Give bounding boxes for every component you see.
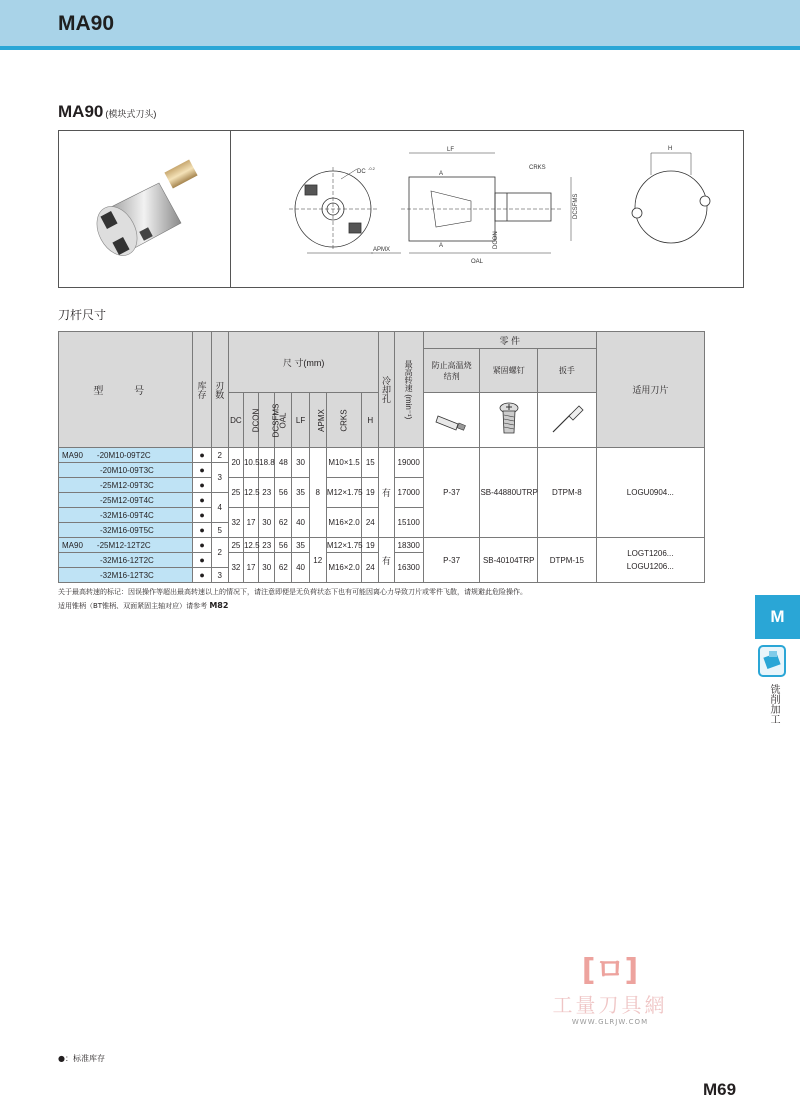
model-cell: -32M16-09T4C — [59, 508, 193, 523]
dim-label-dc: DC — [357, 169, 366, 175]
dcon-cell: 17 — [243, 508, 258, 538]
model-cell: -32M16-09T5C — [59, 523, 193, 538]
dc-cell: 25 — [228, 478, 243, 508]
h-cell: 15 — [362, 448, 379, 478]
flutes-cell: 3 — [211, 568, 228, 583]
flutes-cell: 5 — [211, 523, 228, 538]
model-cell: -25M12-09T3C — [59, 478, 193, 493]
part-compound-cell: P-37 — [423, 538, 480, 583]
model-cell: -25M12-09T4C — [59, 493, 193, 508]
part-screw-cell: SB-44880UTRP — [480, 448, 538, 538]
oal-cell: 48 — [275, 448, 292, 478]
header-coolant: 冷却孔 — [379, 332, 394, 448]
stock-dot: ● — [193, 538, 211, 553]
stock-dot: ● — [193, 493, 211, 508]
dcon-cell: 10.5 — [243, 448, 258, 478]
crks-cell: M10×1.5 — [326, 448, 361, 478]
header-flutes: 刃数 — [211, 332, 228, 448]
header-dcon: DCON — [243, 393, 258, 448]
header-lf: LF — [292, 393, 309, 448]
part-wrench-cell: DTPM-15 — [538, 538, 597, 583]
oal-cell: 62 — [275, 508, 292, 538]
front-view — [289, 167, 377, 253]
oal-cell: 62 — [275, 553, 292, 583]
oal-cell: 56 — [275, 538, 292, 553]
dim-label-crks: CRKS — [529, 165, 546, 171]
dim-label-a1: A — [439, 171, 444, 177]
flutes-cell: 2 — [211, 448, 228, 463]
stock-dot: ● — [193, 478, 211, 493]
subheading: 刀杆尺寸 — [58, 308, 107, 322]
dcsfms-cell: 23 — [259, 538, 275, 553]
h-cell: 24 — [362, 508, 379, 538]
header-part-screw: 紧固螺钉 — [480, 349, 538, 393]
watermark-url: WWW.GLRJW.COM — [571, 1018, 649, 1026]
dc-cell: 32 — [228, 553, 243, 583]
dcsfms-cell: 30 — [259, 553, 275, 583]
crks-cell: M12×1.75 — [326, 478, 361, 508]
compound-icon — [423, 393, 480, 448]
insert-cell: LOGU0904... — [596, 448, 704, 538]
header-band — [0, 0, 800, 50]
table-row — [59, 538, 705, 553]
section-view — [632, 153, 710, 243]
lf-cell: 35 — [292, 478, 309, 508]
header-dimensions: 尺 寸(mm) — [228, 332, 379, 393]
header-stock: 库存 — [193, 332, 211, 448]
h-cell: 19 — [362, 478, 379, 508]
header-dcsfms: DCSFMS — [259, 393, 275, 448]
note-max-speed: 关于最高转速的标记：因误操作等超出最高转速以上的情况下，请注意即便是无负荷状态下也有可能因离心力导致刀片或零件飞散，请规避此危险操作。 — [58, 588, 527, 596]
stock-dot: ● — [193, 553, 211, 568]
side-tab[interactable]: M — [755, 595, 800, 639]
header-max-speed: 最高转速 (min⁻¹) — [394, 332, 423, 448]
header-h: H — [362, 393, 379, 448]
stock-dot: ● — [193, 508, 211, 523]
oal-cell: 56 — [275, 478, 292, 508]
part-wrench-cell: DTPM-8 — [538, 448, 597, 538]
dc-cell: 32 — [228, 508, 243, 538]
lf-cell: 30 — [292, 448, 309, 478]
flutes-cell: 4 — [211, 493, 228, 523]
note-shank-ref: 适用锥柄（BT锥柄、双面紧固主轴对应）请参考 M82 — [58, 601, 229, 610]
legend: ●：标准库存 — [58, 1054, 105, 1063]
dim-label-oal: OAL — [471, 259, 484, 265]
spec-table — [58, 331, 705, 583]
header-model: 型 号 — [59, 332, 193, 448]
dcon-cell: 12.5 — [243, 478, 258, 508]
apmx-cell: 12 — [309, 538, 326, 583]
lf-cell: 40 — [292, 508, 309, 538]
coolant-cell: 有 — [379, 448, 394, 538]
dim-label-dc-tol: -0.2 — [368, 166, 375, 171]
wrench-icon — [538, 393, 597, 448]
apmx-cell: 8 — [309, 448, 326, 538]
insert-cell: LOGT1206... LOGU1206... — [596, 538, 704, 583]
part-screw-cell: SB-40104TRP — [480, 538, 538, 583]
dim-label-apmx: APMX — [373, 247, 391, 253]
speed-cell: 18300 — [394, 538, 423, 553]
technical-drawing — [231, 131, 743, 287]
model-cell: -32M16-12T2C — [59, 553, 193, 568]
dcsfms-cell: 18.8 — [259, 448, 275, 478]
h-cell: 24 — [362, 553, 379, 583]
section-subtitle: (模块式刀头) — [105, 109, 157, 119]
watermark-logo-icon: [ㅁ] — [581, 953, 639, 988]
product-photo — [59, 131, 230, 287]
stock-dot: ● — [193, 523, 211, 538]
screw-icon — [480, 393, 538, 448]
side-tab-label: 铣削加工 — [768, 684, 779, 724]
speed-cell: 15100 — [394, 508, 423, 538]
dcon-cell: 12.5 — [243, 538, 258, 553]
page-number: M69 — [703, 1080, 737, 1099]
crks-cell: M16×2.0 — [326, 508, 361, 538]
dcsfms-cell: 23 — [259, 478, 275, 508]
header-insert: 适用刀片 — [596, 332, 704, 448]
dcon-cell: 17 — [243, 553, 258, 583]
watermark — [540, 945, 680, 1026]
header-apmx: APMX — [309, 393, 326, 448]
model-cell: MA90 -25M12-12T2C — [59, 538, 193, 553]
lf-cell: 40 — [292, 553, 309, 583]
flutes-cell: 2 — [211, 538, 228, 568]
dim-label-dcon: DCON — [493, 231, 499, 249]
section-title — [58, 102, 156, 122]
notes — [58, 586, 527, 613]
stock-dot: ● — [193, 463, 211, 478]
dim-label-dcsfms: DCSFMS — [573, 193, 579, 219]
crks-cell: M12×1.75 — [326, 538, 361, 553]
page-reference[interactable]: M82 — [209, 601, 229, 610]
stock-dot: ● — [193, 568, 211, 583]
dim-label-a2: A — [439, 243, 444, 249]
milling-icon — [758, 645, 786, 677]
dim-label-h: H — [668, 146, 673, 152]
model-cell: MA90 -20M10-09T2C — [59, 448, 193, 463]
speed-cell: 16300 — [394, 553, 423, 583]
model-cell: -20M10-09T3C — [59, 463, 193, 478]
h-cell: 19 — [362, 538, 379, 553]
header-crks: CRKS — [326, 393, 361, 448]
model-cell: -32M16-12T3C — [59, 568, 193, 583]
speed-cell: 17000 — [394, 478, 423, 508]
dc-cell: 25 — [228, 538, 243, 553]
header-title: MA90 — [58, 12, 115, 35]
coolant-cell: 有 — [379, 538, 394, 583]
part-compound-cell: P-37 — [423, 448, 480, 538]
figure-box — [58, 130, 744, 288]
lf-cell: 35 — [292, 538, 309, 553]
dim-label-lf: LF — [447, 147, 455, 153]
watermark-text: 工量刀具網 — [552, 993, 668, 1017]
header-part-compound: 防止高温烧结剂 — [423, 349, 480, 393]
header-part-wrench: 扳手 — [538, 349, 597, 393]
flutes-cell: 3 — [211, 463, 228, 493]
speed-cell: 19000 — [394, 448, 423, 478]
header-oal: OAL — [275, 393, 292, 448]
stock-dot: ● — [193, 448, 211, 463]
dcsfms-cell: 30 — [259, 508, 275, 538]
crks-cell: M16×2.0 — [326, 553, 361, 583]
header-dc: DC — [228, 393, 243, 448]
dc-cell: 20 — [228, 448, 243, 478]
header-parts: 零 件 — [423, 332, 596, 349]
table-row — [59, 448, 705, 463]
section-title-main: MA90 — [58, 102, 104, 121]
